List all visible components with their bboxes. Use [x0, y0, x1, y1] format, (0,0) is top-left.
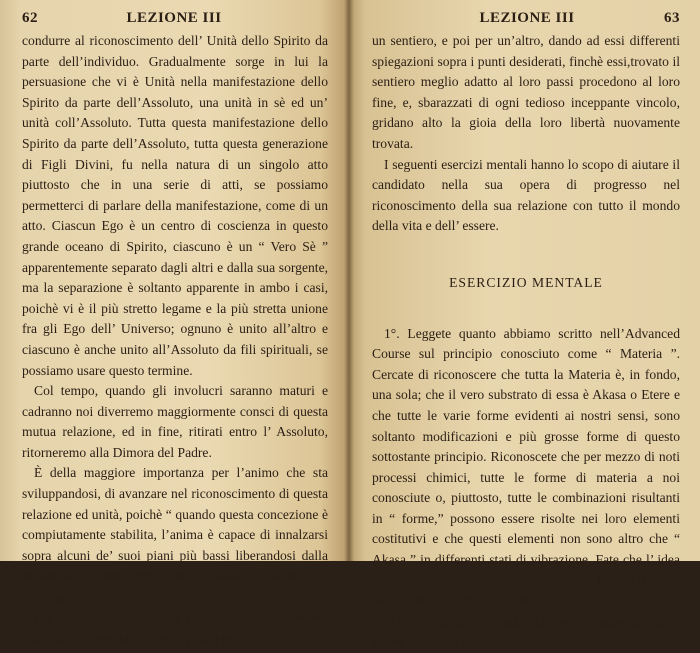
left-page-number: 62: [22, 10, 38, 26]
right-page: [348, 0, 700, 650]
right-paragraph: I seguenti esercizi mentali hanno lo scopo di aiutare il candidato nella sua opera di progresso nel riconoscimento della sua relazione con tutto il mondo della vita e dell’ essere.: [372, 156, 680, 234]
section-title: ESERCIZIO MENTALE: [449, 274, 603, 290]
left-paragraph: Col tempo, quando gli involucri saranno maturi e cadranno noi diverremo maggiormente consci di questa mutua relazione, ed in fine, ritirati entro l’ Assoluto, ritorneremo alla Dimora del Padre.: [22, 383, 328, 460]
exercise-paragraph: 1°. Leggete quanto abbiamo scritto nell’Advanced Course sul principio conosciuto come “ Materia ”. Cercate di riconoscere che tutta la Materia è, in fondo, una sola; che il vero substrato di essa è Akasa o Etere e che tutte le varie forme evidenti ai nostri sensi, sono soltanto modificazioni e più grosse forme di questo sottostante principio. Riconoscete che per mezzo di noti processi chimici, tutte le forme di materia a noi conosciute o, piuttosto, tutte le combinazioni risultanti in “ forme,” possono essere risolte nei loro elementi costitutivi e che questi elementi non sono altro che “ Akasa ” in differenti stati di vibrazione. Fate che l’ idea dell’ Unità del mondo visibile penetri profondamente nella vostra mente fino a che essa vi si fissi. L’ erronea concezione della diversità, nel mondo materiale, dev’ essere sostituita dalla co-: [372, 325, 680, 650]
left-paragraph: Per questo i maestri Yoghi conducono costantemente i candidati verso questa meta, prima per: [22, 609, 328, 646]
right-running-head: LEZIONE III: [479, 10, 575, 26]
left-page-body: [22, 31, 328, 649]
left-page-header: [22, 10, 328, 27]
right-page-header: [372, 10, 680, 27]
left-paragraph: condurre al riconoscimento dell’ Unità dello Spirito da parte dell’individuo. Gradualmente sorge in lui la persuasione che vi è Unità nella manifestazione dello Spirito da parte dell’Assoluto, una unità in sè ed un’ unità coll’Assoluto. Tutta questa manifestazione dello Spirito da parte dell’Assoluto, tutta questa generazione di Figli Divini, fu nella natura di un singolo atto piuttosto che in una serie di atti, se possiamo permetterci di parlare della manifestazione, come di un atto. Ciascun Ego è un centro di coscienza in questo grande oceano di Spirito, ciascuno è un “ Vero Sè ” apparentemente separato dagli altri e dalla sua sorgente, ma la separazione è soltanto apparente in ambo i casi, poichè vi è il più stretto legame e la più stretta unione fra gli Ego dell’ Universo; ognuno è unito all’altro e ciascuno è anche unito all’Assoluto da fili spirituali, se possiamo usare questo termine.: [22, 33, 328, 378]
left-page: [0, 0, 348, 646]
left-paragraph: È della maggiore importanza per l’animo che sta sviluppandosi, di avanzare nel riconoscimento di questa relazione ed unità, poichè “ quando questa concezione è compiutamente stabilita, l’anima è capace di innalzarsi sopra alcuni de’ suoi piani più bassi liberandosi dalla influenza di certe leggi che vincolano l’ anima non sviluppata.”: [22, 465, 328, 605]
right-page-number: 63: [664, 10, 680, 26]
left-running-head: LEZIONE III: [126, 10, 222, 26]
right-paragraph: un sentiero, e poi per un’altro, dando ad essi differenti spiegazioni sopra i punti desiderati, finchè essi,trovato il sentiero meglio adatto al loro passi procedono al loro fine, e, sbarazzati di ogni tedioso inceppante vincolo, gridano alto la gioia della loro libertà nuovamente trovata.: [372, 33, 680, 151]
right-page-body: [372, 31, 680, 653]
